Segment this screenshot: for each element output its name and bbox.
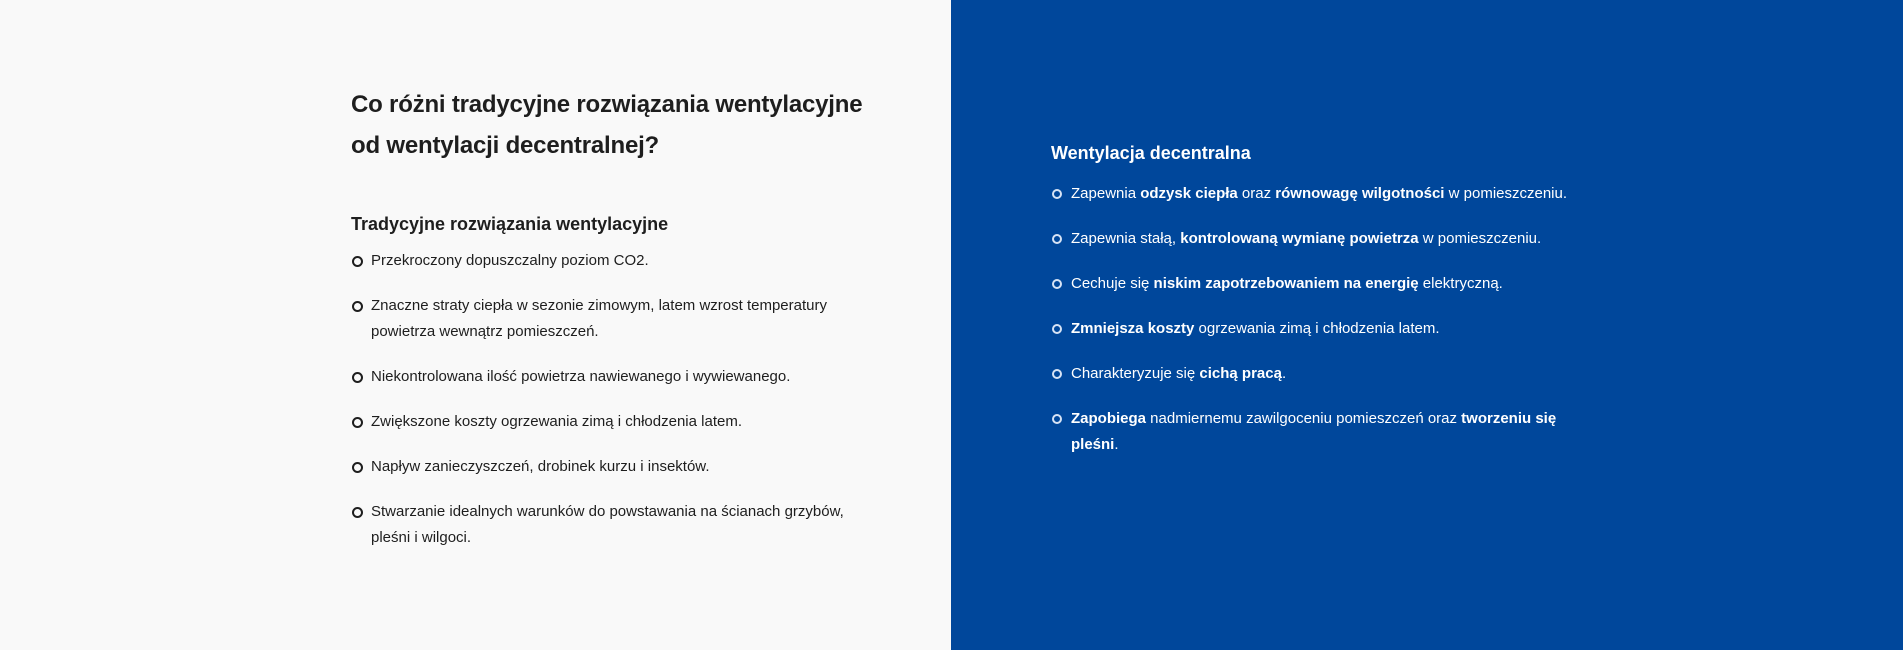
text-plain: Cechuje się xyxy=(1071,275,1154,292)
text-bold: Zmniejsza koszty xyxy=(1071,320,1195,337)
text-plain: Zapewnia xyxy=(1071,185,1141,202)
text-plain: ogrzewania zimą i chłodzenia latem. xyxy=(1194,320,1440,337)
text-bold: cichą pracą xyxy=(1199,365,1282,382)
circle-bullet-icon xyxy=(352,372,363,383)
list-item-text: Zwiększone koszty ogrzewania zimą i chłodzenia latem. xyxy=(371,413,742,430)
list-item xyxy=(1051,181,1569,207)
circle-bullet-icon xyxy=(352,417,363,428)
text-bold: odzysk ciepła xyxy=(1140,185,1238,202)
list-item-text: Przekroczony dopuszczalny poziom CO2. xyxy=(371,252,649,269)
circle-bullet-icon xyxy=(352,301,363,312)
text-plain: oraz xyxy=(1237,185,1276,202)
circle-bullet-icon xyxy=(1052,324,1062,334)
text-plain: w pomieszczeniu. xyxy=(1444,185,1568,202)
text-plain: elektryczną. xyxy=(1418,275,1503,292)
list-item xyxy=(1051,361,1569,387)
text-plain: Charakteryzuje się xyxy=(1071,365,1200,382)
decentral-content xyxy=(1051,141,1571,477)
list-item xyxy=(351,293,866,345)
list-item xyxy=(1051,406,1569,458)
list-item xyxy=(351,499,866,551)
list-item xyxy=(351,248,866,274)
traditional-panel xyxy=(0,0,951,650)
text-bold: tworzeniu się pleśni xyxy=(1071,410,1557,453)
circle-bullet-icon xyxy=(1052,369,1062,379)
list-item xyxy=(351,364,866,390)
list-item-text: Stwarzanie idealnych warunków do powstawania na ścianach grzybów, pleśni i wilgoci. xyxy=(371,503,844,546)
list-item xyxy=(351,409,866,435)
list-item-text: Znaczne straty ciepła w sezonie zimowym, latem wzrost temperatury powietrza wewnątrz pomieszczeń. xyxy=(371,297,827,340)
list-item-text: Napływ zanieczyszczeń, drobinek kurzu i insektów. xyxy=(371,458,710,475)
circle-bullet-icon xyxy=(352,256,363,267)
text-bold: kontrolowaną wymianę powietrza xyxy=(1180,230,1419,247)
circle-bullet-icon xyxy=(1052,279,1062,289)
text-bold: równowagę wilgotności xyxy=(1275,185,1445,202)
circle-bullet-icon xyxy=(1052,414,1062,424)
circle-bullet-icon xyxy=(352,462,363,473)
text-plain: w pomieszczeniu. xyxy=(1418,230,1542,247)
decentral-list xyxy=(1051,181,1571,458)
list-item xyxy=(1051,271,1569,297)
text-bold: Zapobiega xyxy=(1071,410,1147,427)
circle-bullet-icon xyxy=(352,507,363,518)
list-item xyxy=(1051,226,1569,252)
decentral-panel xyxy=(951,0,1903,650)
traditional-list xyxy=(351,248,871,551)
text-plain: nadmiernemu zawilgoceniu pomieszczeń oraz xyxy=(1146,410,1462,427)
page-title: Co różni tradycyjne rozwiązania wentylacyjne od wentylacji decentralnej? xyxy=(351,91,863,159)
text-bold: niskim zapotrzebowaniem na energię xyxy=(1153,275,1419,292)
circle-bullet-icon xyxy=(1052,234,1062,244)
circle-bullet-icon xyxy=(1052,189,1062,199)
traditional-content xyxy=(351,84,871,570)
text-plain: . xyxy=(1114,436,1119,453)
traditional-heading: Tradycyjne rozwiązania wentylacyjne xyxy=(351,214,669,234)
list-item xyxy=(1051,316,1569,342)
text-plain: Zapewnia stałą, xyxy=(1071,230,1181,247)
decentral-heading: Wentylacja decentralna xyxy=(1051,143,1251,163)
list-item xyxy=(351,454,866,480)
text-plain: . xyxy=(1281,365,1287,382)
list-item-text: Niekontrolowana ilość powietrza nawiewanego i wywiewanego. xyxy=(371,368,791,385)
